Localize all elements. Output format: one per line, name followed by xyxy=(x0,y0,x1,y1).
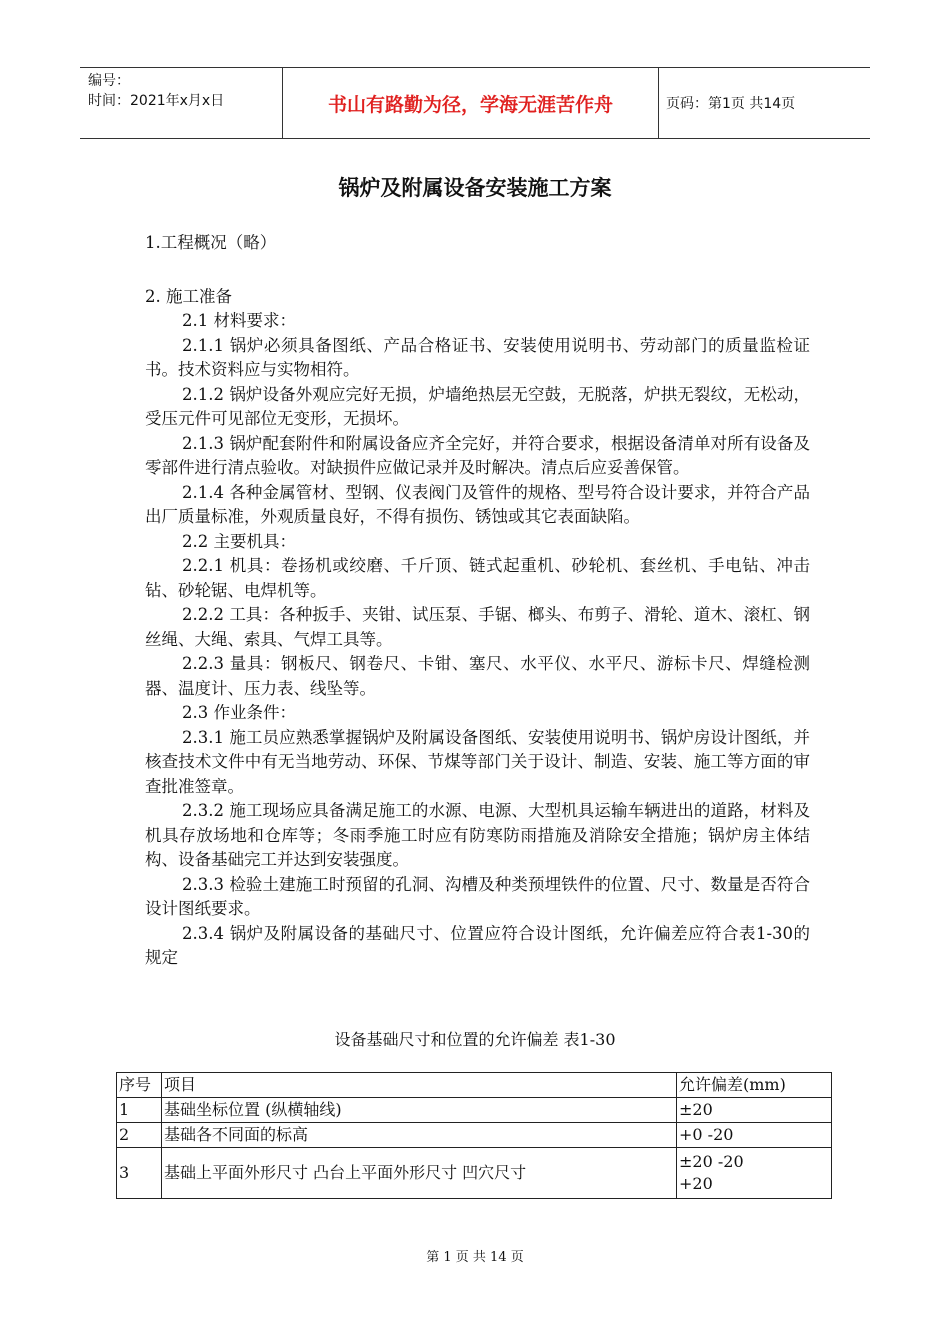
paragraph: 2.2.2 工具：各种扳手、夹钳、试压泵、手锯、榔头、布剪子、滑轮、道木、滚杠、钢丝绳、大绳、索具、气焊工具等。 xyxy=(145,605,810,649)
table-cell-tolerance: ±20 xyxy=(677,1098,832,1123)
section-heading: 1.工程概况（略） xyxy=(145,233,277,252)
header-meta xyxy=(88,71,280,111)
paragraph: 2.1.4 各种金属管材、型钢、仪表阀门及管件的规格、型号符合设计要求，并符合产品出厂质量标准，外观质量良好，不得有损伤、锈蚀或其它表面缺陷。 xyxy=(145,482,810,526)
table-cell-no: 3 xyxy=(117,1148,162,1199)
table-row xyxy=(117,1123,832,1148)
table-cell-item: 基础上平面外形尺寸 凸台上平面外形尺寸 凹穴尺寸 xyxy=(162,1148,677,1199)
table-header-cell: 序号 xyxy=(117,1073,162,1098)
table-cell-tolerance: +0 -20 xyxy=(677,1123,832,1148)
paragraph: 2.3.3 检验土建施工时预留的孔洞、沟槽及种类预埋铁件的位置、尺寸、数量是否符合设计图纸要求。 xyxy=(145,874,810,918)
paragraph: 2.1.2 锅炉设备外观应完好无损，炉墙绝热层无空鼓，无脱落，炉拱无裂纹，无松动，受压元件可见部位无变形，无损坏。 xyxy=(145,384,810,428)
table-cell-item: 基础坐标位置 (纵横轴线) xyxy=(162,1098,677,1123)
paragraph: 2.3.4 锅炉及附属设备的基础尺寸、位置应符合设计图纸，允许偏差应符合表1-30的规定 xyxy=(145,923,810,967)
table-header-cell: 允许偏差(mm) xyxy=(677,1073,832,1098)
paragraph: 2.3.2 施工现场应具备满足施工的水源、电源、大型机具运输车辆进出的道路，材料及机具存放场地和仓库等；冬雨季施工时应有防寒防雨措施及消除安全措施；锅炉房主体结构、设备基础完工并达到安装强度。 xyxy=(145,801,810,869)
paragraph: 2.3.1 施工员应熟悉掌握锅炉及附属设备图纸、安装使用说明书、锅炉房设计图纸，并核查技术文件中有无当地劳动、环保、节煤等部门关于设计、制造、安装、施工等方面的审查批准签章。 xyxy=(145,727,810,796)
subsection-heading: 2.3 作业条件： xyxy=(182,703,296,722)
table-row xyxy=(117,1148,832,1199)
table-header-row xyxy=(117,1073,832,1098)
table-cell-tolerance xyxy=(677,1148,832,1199)
tolerance-line: +20 xyxy=(679,1174,713,1193)
table-header-cell: 项目 xyxy=(162,1073,677,1098)
paragraph: 2.2.3 量具：钢板尺、钢卷尺、卡钳、塞尺、水平仪、水平尺、游标卡尺、焊缝检测器、温度计、压力表、线坠等。 xyxy=(145,654,810,698)
table-caption: 设备基础尺寸和位置的允许偏差 表1-30 xyxy=(334,1030,616,1049)
header-page-info: 页码：第1页 共14页 xyxy=(666,96,796,112)
table-row xyxy=(117,1098,832,1123)
tolerance-table xyxy=(116,1072,832,1199)
paragraph: 2.1.3 锅炉配套附件和附属设备应齐全完好，并符合要求，根据设备清单对所有设备及零部件进行清点验收。对缺损件应做记录并及时解决。清点后应妥善保管。 xyxy=(145,433,810,477)
paragraph: 2.2.1 机具：卷扬机或绞磨、千斤顶、链式起重机、砂轮机、套丝机、手电钻、冲击钻、砂轮锯、电焊机等。 xyxy=(145,556,810,600)
tolerance-line: ±20 -20 xyxy=(679,1152,744,1171)
document-body xyxy=(145,231,810,971)
table-cell-item: 基础各不同面的标高 xyxy=(162,1123,677,1148)
document-time-label: 时间：2021年x月x日 xyxy=(88,93,225,109)
header-divider xyxy=(658,68,659,138)
page-header xyxy=(80,67,870,139)
header-motto: 书山有路勤为径，学海无涯苦作舟 xyxy=(327,93,613,116)
document-title: 锅炉及附属设备安装施工方案 xyxy=(338,176,612,200)
section-heading: 2. 施工准备 xyxy=(145,286,232,306)
paragraph: 2.1.1 锅炉必须具备图纸、产品合格证书、安装使用说明书、劳动部门的质量监检证书。技术资料应与实物相符。 xyxy=(145,335,810,379)
page-footer: 第 1 页 共 14 页 xyxy=(426,1250,524,1265)
document-number-label: 编号： xyxy=(88,73,130,89)
table-cell-no: 1 xyxy=(117,1098,162,1123)
table-cell-no: 2 xyxy=(117,1123,162,1148)
subsection-heading: 2.1 材料要求： xyxy=(182,311,296,330)
subsection-heading: 2.2 主要机具： xyxy=(182,531,296,551)
